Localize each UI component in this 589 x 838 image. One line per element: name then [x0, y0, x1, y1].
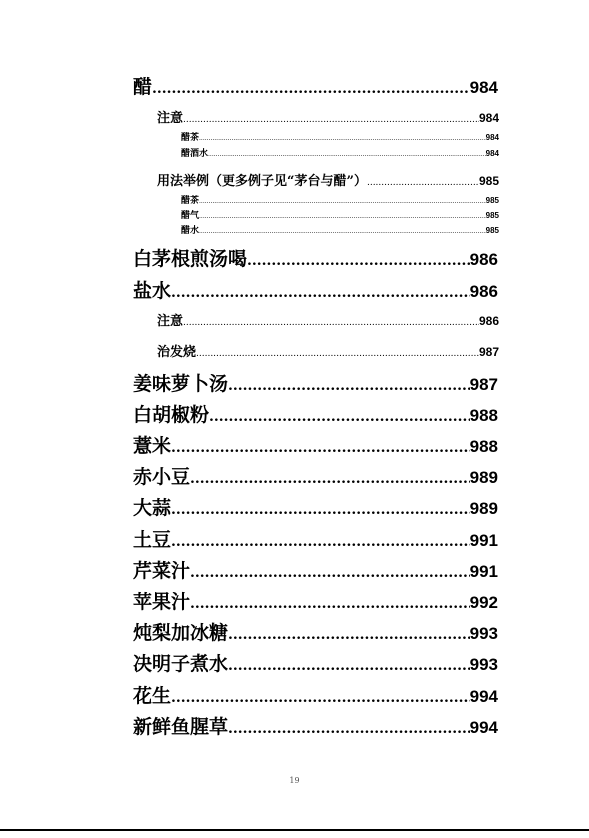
toc-entry[interactable] — [157, 170, 499, 188]
toc-entry-title: 白胡椒粉 — [133, 404, 210, 426]
toc-entry[interactable] — [133, 431, 498, 457]
toc-entry-title: 醋气 — [181, 211, 200, 220]
toc-entry-title: 花生 — [133, 685, 172, 707]
toc-entry-title: 治发烧 — [157, 345, 197, 359]
toc-entry-title: 盐水 — [133, 280, 172, 302]
toc-entry[interactable] — [133, 72, 498, 98]
toc-entry-title: 薏米 — [133, 435, 172, 457]
toc-entry-page: 985 — [485, 196, 499, 205]
toc-entry[interactable] — [133, 587, 498, 613]
toc-entry-page: 992 — [469, 593, 498, 612]
toc-entry-page: 994 — [469, 718, 498, 737]
toc-entry-page: 986 — [469, 250, 498, 269]
toc-entry-page: 988 — [469, 437, 498, 456]
toc-entry-page: 987 — [478, 345, 499, 359]
toc-entry-title: 醋茶 — [181, 133, 200, 142]
toc-entry-page: 985 — [478, 174, 499, 188]
toc-leader-dots — [190, 596, 470, 612]
toc-entry-title: 土豆 — [133, 529, 172, 551]
toc-leader-dots — [208, 151, 486, 158]
toc-entry[interactable] — [133, 276, 498, 302]
toc-entry[interactable] — [133, 712, 498, 738]
toc-leader-dots — [199, 228, 486, 235]
toc-entry-page: 991 — [469, 531, 498, 550]
toc-entry[interactable] — [181, 146, 499, 158]
page-number: 19 — [289, 776, 300, 785]
toc-entry-title: 决明子煮水 — [133, 653, 229, 675]
toc-leader-dots — [190, 471, 470, 487]
toc-entry-page: 989 — [469, 499, 498, 518]
toc-leader-dots — [171, 502, 470, 518]
toc-leader-dots — [247, 253, 470, 269]
toc-entry-page: 986 — [469, 282, 498, 301]
toc-entry-title: 大蒜 — [133, 497, 172, 519]
toc-entry[interactable] — [181, 208, 499, 220]
toc-leader-dots — [199, 213, 486, 220]
toc-entry-title: 醋茶 — [181, 196, 200, 205]
toc-entry-page: 986 — [478, 314, 499, 328]
toc-leader-dots — [171, 285, 470, 301]
toc-entry-page: 989 — [469, 468, 498, 487]
toc-leader-dots — [171, 440, 470, 456]
toc-entry-page: 993 — [469, 655, 498, 674]
toc-entry[interactable] — [133, 525, 498, 551]
toc-leader-dots — [199, 135, 486, 142]
toc-entry[interactable] — [133, 369, 498, 395]
toc-entry[interactable] — [133, 556, 498, 582]
toc-entry-title: 醋 — [133, 76, 153, 98]
toc-leader-dots — [171, 690, 470, 706]
toc-entry-title: 芹菜汁 — [133, 560, 191, 582]
toc-entry-page: 985 — [485, 226, 499, 235]
toc-entry[interactable] — [133, 244, 498, 270]
toc-leader-dots — [367, 178, 479, 188]
toc-entry[interactable] — [133, 400, 498, 426]
toc-entry[interactable] — [133, 618, 498, 644]
toc-entry[interactable] — [181, 130, 499, 142]
toc-entry-title: 醋酒水 — [181, 149, 209, 158]
toc-leader-dots — [196, 349, 479, 359]
toc-entry[interactable] — [133, 649, 498, 675]
bottom-rule — [0, 829, 589, 831]
toc-leader-dots — [228, 627, 470, 643]
toc-entry-page: 987 — [469, 375, 498, 394]
toc-entry[interactable] — [157, 341, 499, 359]
toc-entry-title: 注意 — [157, 314, 184, 328]
toc-entry-page: 985 — [485, 211, 499, 220]
toc-entry[interactable] — [157, 310, 499, 328]
toc-entry-title: 用法举例（更多例子见“茅台与醋”） — [157, 174, 367, 188]
toc-leader-dots — [183, 115, 479, 125]
toc-entry[interactable] — [133, 681, 498, 707]
toc-entry[interactable] — [157, 107, 499, 125]
toc-entry-title: 炖梨加冰糖 — [133, 622, 229, 644]
toc-leader-dots — [183, 318, 479, 328]
toc-leader-dots — [228, 658, 470, 674]
toc-entry[interactable] — [133, 462, 498, 488]
toc-entry[interactable] — [181, 223, 499, 235]
toc-entry-title: 新鲜鱼腥草 — [133, 716, 229, 738]
toc-entry-title: 醋水 — [181, 226, 200, 235]
toc-entry-title: 苹果汁 — [133, 591, 191, 613]
toc-leader-dots — [209, 409, 470, 425]
toc-entry-page: 991 — [469, 562, 498, 581]
toc-leader-dots — [152, 81, 470, 97]
toc-entry-page: 993 — [469, 624, 498, 643]
toc-leader-dots — [171, 534, 470, 550]
toc-entry-page: 984 — [485, 149, 499, 158]
toc-leader-dots — [190, 565, 470, 581]
toc-entry[interactable] — [181, 193, 499, 205]
toc-leader-dots — [228, 721, 470, 737]
toc-entry[interactable] — [133, 493, 498, 519]
toc-entry-page: 988 — [469, 406, 498, 425]
toc-entry-title: 注意 — [157, 111, 184, 125]
toc-entry-title: 赤小豆 — [133, 466, 191, 488]
toc-entry-page: 994 — [469, 687, 498, 706]
toc-leader-dots — [199, 198, 486, 205]
toc-leader-dots — [228, 378, 470, 394]
toc-entry-page: 984 — [469, 78, 498, 97]
toc-entry-page: 984 — [478, 111, 499, 125]
toc-entry-title: 白茅根煎汤喝 — [133, 248, 248, 270]
toc-entry-page: 984 — [485, 133, 499, 142]
toc-entry-title: 姜味萝卜汤 — [133, 373, 229, 395]
